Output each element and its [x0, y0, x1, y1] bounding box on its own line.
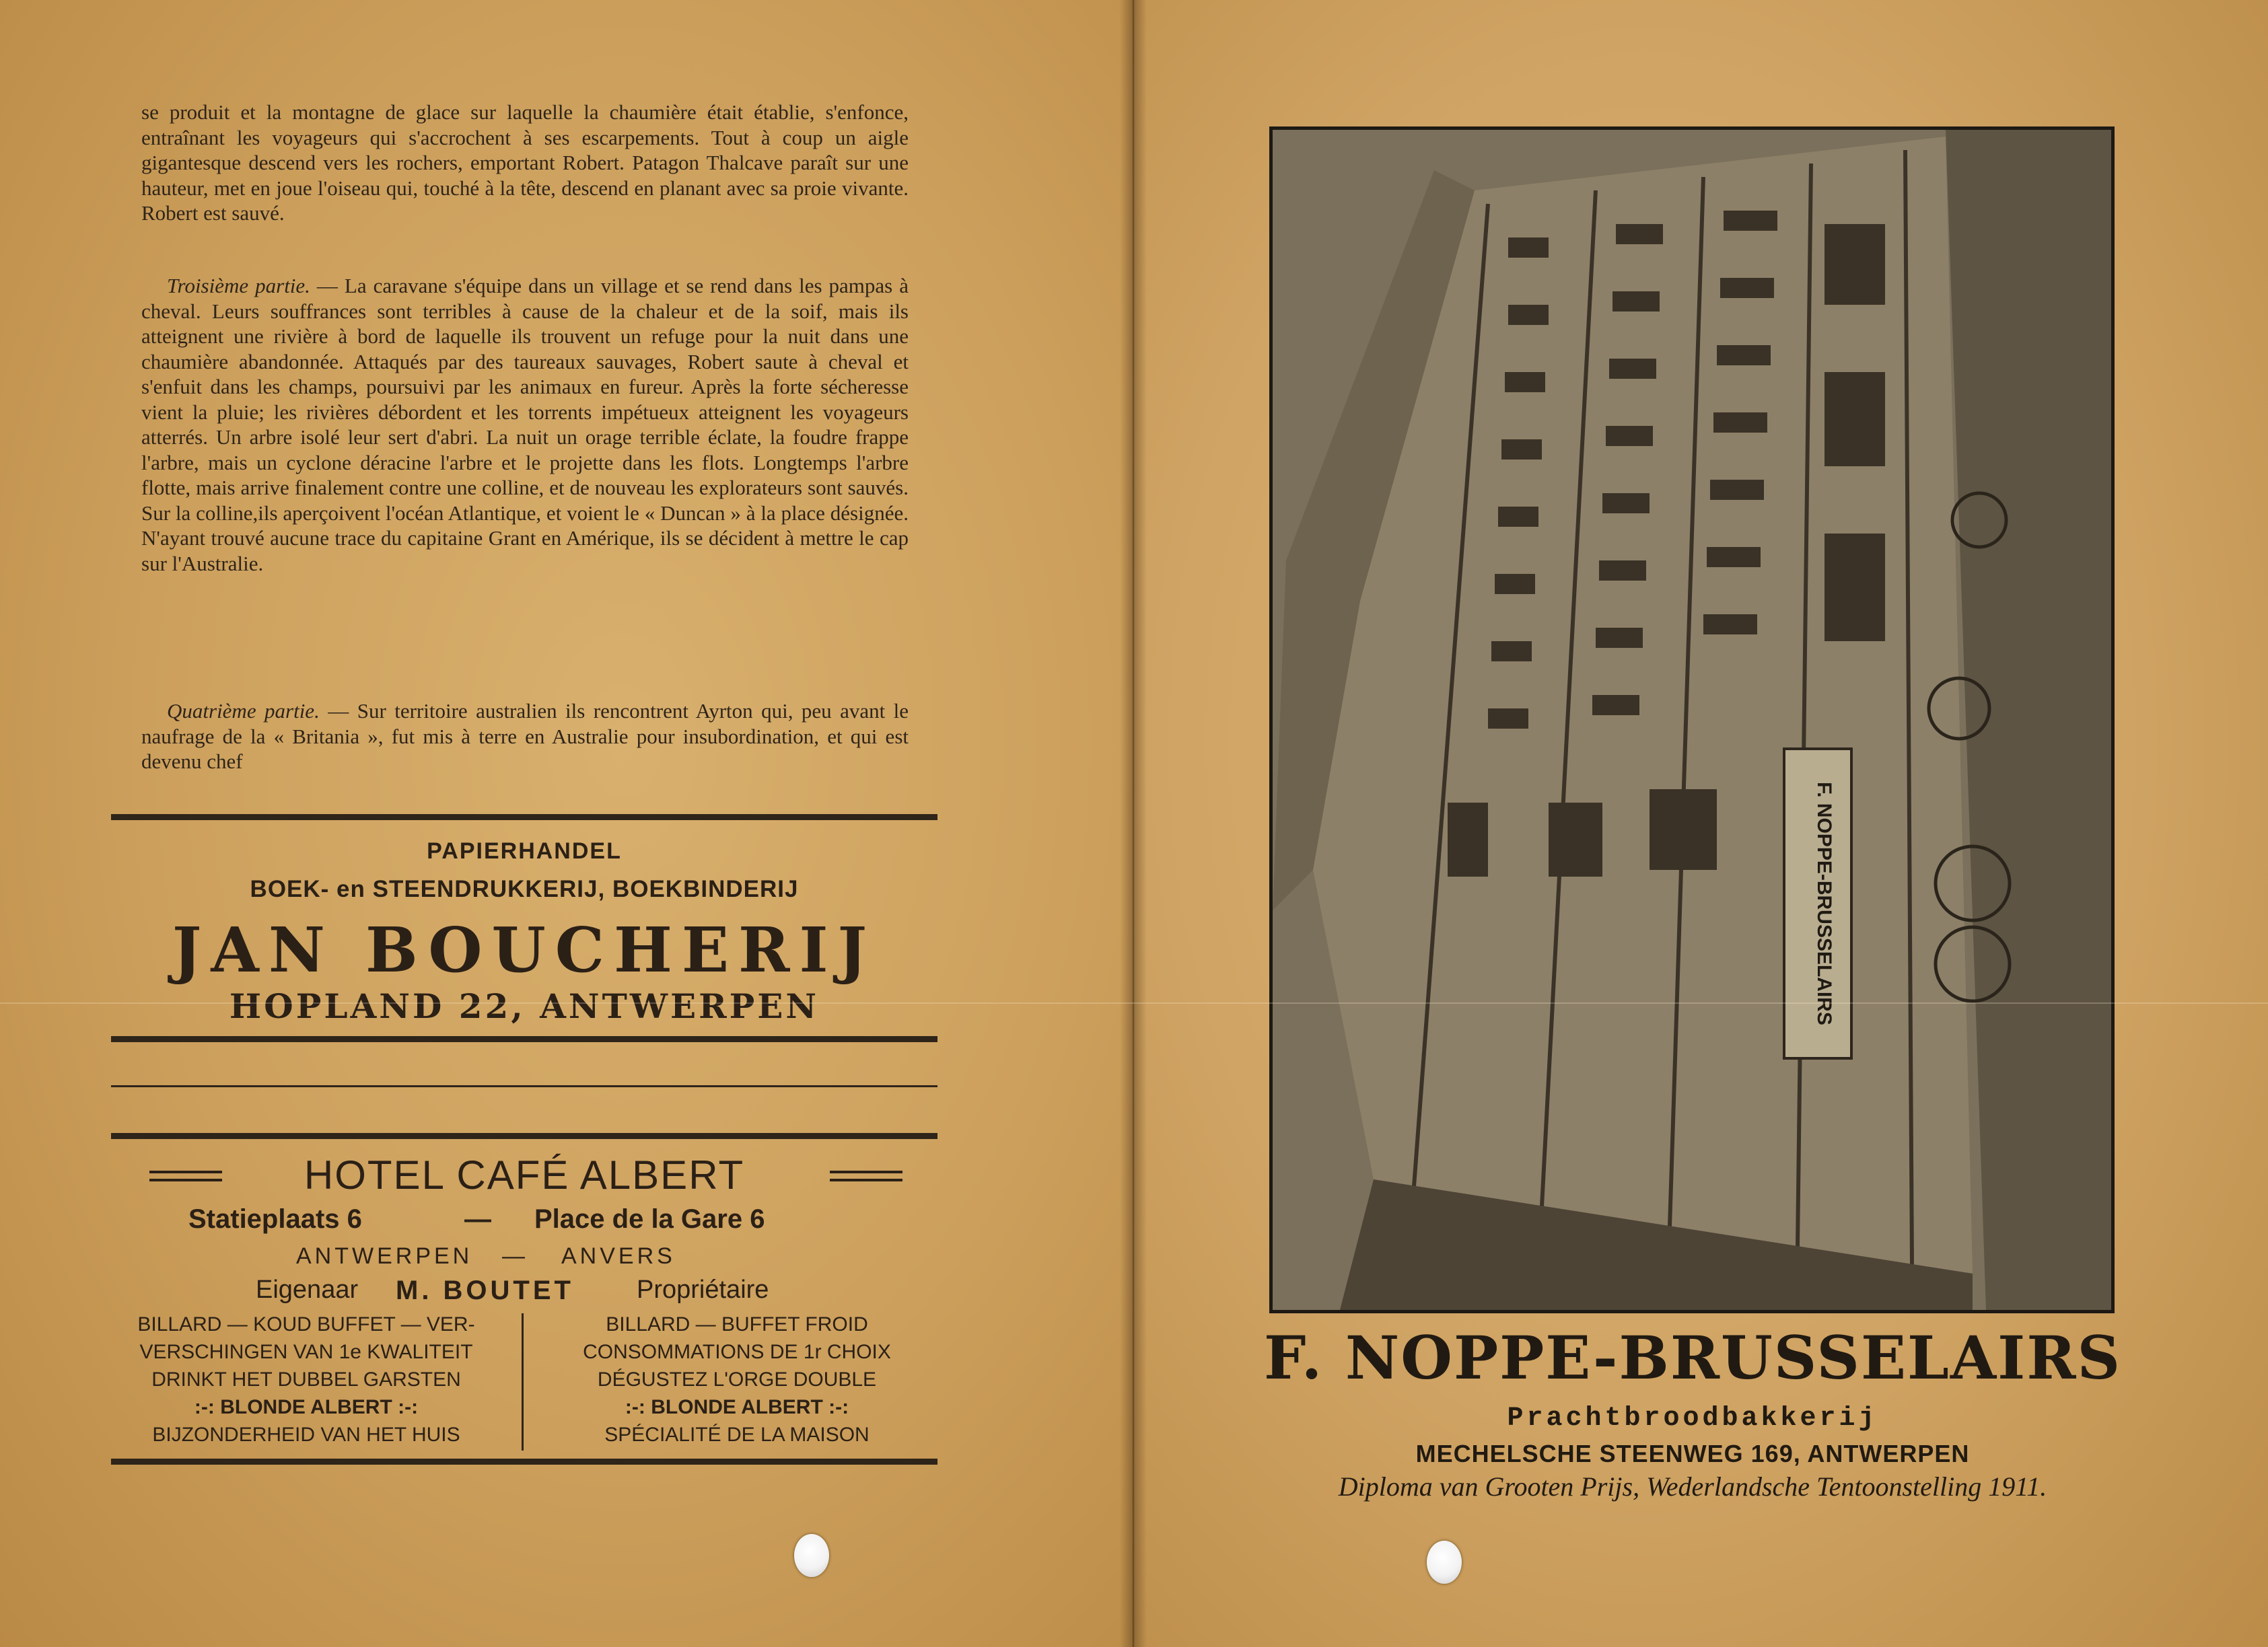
ad2-rule-top — [111, 1133, 937, 1139]
paragraph-third-part — [141, 273, 909, 576]
ad2-column-french — [532, 1311, 942, 1449]
ad-jan-boucherij: JAN BOUCHERIJ — [172, 914, 877, 986]
section-label-fourth: Quatrième partie. — [167, 699, 320, 723]
paragraph-third-text: La caravane s'équipe dans un village et se rend dans les pampas à cheval. Leurs souffrances sont terribles à cause de la chaleur et de la soif, mais ils atteignent une rivière à bord de laquelle ils trouvent un refuge pour la nuit dans une chaumière abandonnée. Attaqués par des taureaux sauvages, Robert saute à cheval et s'enfuit dans les champs, poursuivi par les animaux en fureur. Après la forte sécheresse vient la pluie; les rivières débordent et les torrents impétueux atteignent les voyageurs atterrés. Un arbre isolé leur sert d'abri. La nuit un orage terrible éclate, la foudre frappe l'arbre, mais un cyclone déracine l'arbre et le projette dans les flots. Longtemps l'arbre flotte, mais arrive finalement contre une colline, et de nouveau les explorateurs sont sauvés. Sur la colline,ils aperçoivent l'océan Atlantique, et voient le « Duncan » à la place désignée. N'ayant trouvé aucune trace du capitaine Grant en Amérique, ils se décident à mettre le cap sur l'Australie. — [141, 274, 909, 575]
ad-papierhandel: PAPIERHANDEL — [427, 838, 622, 864]
section-label-third: Troisième partie. — [167, 274, 310, 297]
ad2-dash: — — [464, 1204, 491, 1234]
binding-hole-left — [794, 1534, 829, 1577]
ad-divider — [111, 1085, 937, 1087]
ad2-column-separator — [522, 1313, 524, 1451]
ad2-fr-line: CONSOMMATIONS DE 1r CHOIX — [583, 1341, 891, 1363]
ad2-nl-line: :-: BLONDE ALBERT :-: — [194, 1396, 419, 1418]
bakery-building-illustration — [1273, 130, 2111, 1310]
bakery-award: Diploma van Grooten Prijs, Wederlandsche Tentoonstelling 1911. — [1338, 1471, 2047, 1502]
ad2-city-nl: ANTWERPEN — [296, 1243, 473, 1269]
ad2-owner-nl: Eigenaar — [256, 1276, 359, 1304]
ad2-address-nl: Statieplaats 6 — [188, 1204, 362, 1234]
ad2-fr-line: :-: BLONDE ALBERT :-: — [625, 1396, 849, 1418]
ad2-nl-line: BILLARD — KOUD BUFFET — VER- — [137, 1313, 475, 1335]
dash: — — [316, 274, 338, 297]
bakery-address: MECHELSCHE STEENWEG 169, ANTWERPEN — [1415, 1440, 1970, 1467]
ad2-owner-fr: Propriétaire — [637, 1276, 769, 1304]
paragraph-continued: se produit et la montagne de glace sur laquelle la chaumière était établie, s'enfonce, entraînant les voyageurs qui s'accrochent à ses escarpements. Tout à coup un aigle gigantesque descend vers les rochers, emportant Robert. Patagon Thalcave paraît sur une hauteur, met en joue l'oiseau qui, touché à la tête, descend en planant avec sa proie vivante. Robert est sauvé. — [141, 100, 909, 225]
paragraph-fourth-part — [141, 698, 909, 774]
ad2-address-row — [182, 1204, 888, 1238]
ad2-nl-line: VERSCHINGEN VAN 1e KWALITEIT — [139, 1341, 473, 1363]
ad2-city-row — [289, 1243, 801, 1273]
ad2-owner-name: M. BOUTET — [396, 1276, 574, 1305]
left-page — [0, 0, 1132, 1647]
ad2-nl-line: DRINKT HET DUBBEL GARSTEN — [151, 1368, 461, 1391]
bakery-trade: Prachtbroodbakkerij — [1507, 1403, 1878, 1434]
photo-shop-sign: F. NOPPE-BRUSSELAIRS — [1813, 782, 1835, 1025]
book-gutter — [1120, 0, 1147, 1647]
ad2-column-dutch — [101, 1311, 511, 1449]
ad-rule-bottom — [111, 1036, 937, 1042]
ad2-fr-line: BILLARD — BUFFET FROID — [606, 1313, 868, 1335]
ad2-columns — [101, 1311, 942, 1452]
ad2-owner-row — [256, 1276, 861, 1307]
ad2-fr-line: SPÉCIALITÉ DE LA MAISON — [604, 1424, 870, 1446]
dash: — — [328, 699, 349, 723]
ad2-city-fr: ANVERS — [561, 1243, 676, 1269]
ad-hopland-address: HOPLAND 22, ANTWERPEN — [229, 986, 820, 1026]
ad-boekdrukkerij: BOEK- en STEENDRUKKERIJ, BOEKBINDERIJ — [250, 876, 799, 902]
ad-rule-top — [111, 814, 937, 820]
ad2-dash: — — [502, 1243, 528, 1269]
ad2-nl-line: BIJZONDERHEID VAN HET HUIS — [152, 1424, 460, 1446]
binding-hole-right — [1427, 1541, 1462, 1584]
bakery-building-photo — [1269, 126, 2115, 1313]
ad2-hotel-title: HOTEL CAFÉ ALBERT — [304, 1152, 745, 1198]
page-crease — [0, 1002, 2268, 1004]
ad2-address-fr: Place de la Gare 6 — [534, 1204, 765, 1234]
ad2-rule-bottom — [111, 1459, 937, 1465]
paragraph-fourth-text: Sur territoire australien ils rencontrent Ayrton qui, peu avant le naufrage de la « Britania », fut mis à terre en Australie pour insubordination, et qui est devenu chef — [141, 699, 909, 773]
ad2-fr-line: DÉGUSTEZ L'ORGE DOUBLE — [597, 1368, 877, 1391]
bakery-name: F. NOPPE-BRUSSELAIRS — [1263, 1323, 2122, 1393]
